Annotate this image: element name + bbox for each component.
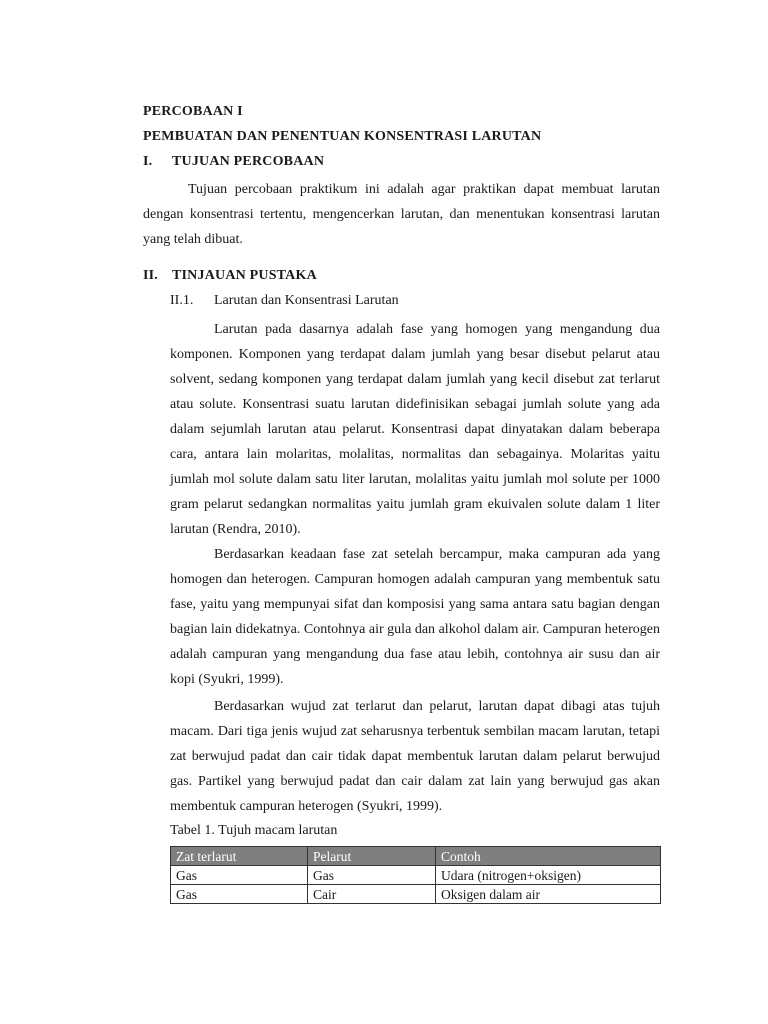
section-title: TUJUAN PERCOBAAN (172, 154, 325, 169)
section-title: TINJAUAN PUSTAKA (172, 268, 317, 283)
table-header-cell: Pelarut (308, 847, 436, 866)
section-number: II. (143, 268, 158, 283)
paragraph-campuran: Berdasarkan keadaan fase zat setelah bercampur, maka campuran ada yang homogen dan heterogen. Campuran homogen adalah campuran yang membentuk satu fase, yaitu yang mempunyai sifat dan komposisi yang sama antara satu bagian dengan bagian lain didekatnya. Contohnya air gula dan alkohol dalam air. Campuran heterogen adalah campuran yang mengandung dua fase atau lebih, contohnya air susu dan air kopi (Syukri, 1999). (170, 547, 660, 687)
paragraph-wujud: Berdasarkan wujud zat terlarut dan pelarut, larutan dapat dibagi atas tujuh macam. Dari tiga jenis wujud zat seharusnya terbentuk sembilan macam larutan, tetapi zat berwujud padat dan cair tidak dapat membentuk larutan dalam pelarut berwujud gas. Partikel yang berwujud padat dan cair dalam zat lain yang berwujud gas akan membentuk campuran heterogen (Syukri, 1999). (170, 699, 660, 814)
table-cell: Oksigen dalam air (436, 885, 661, 904)
paragraph-tujuan: Tujuan percobaan praktikum ini adalah agar praktikan dapat membuat larutan dengan konsentrasi tertentu, mengencerkan larutan, dan menentukan konsentrasi larutan yang telah dibuat. (143, 182, 660, 247)
table-row (171, 885, 661, 904)
table-header-cell: Contoh (436, 847, 661, 866)
subsection-title: Larutan dan Konsentrasi Larutan (214, 293, 399, 308)
table-caption: Tabel 1. Tujuh macam larutan (170, 823, 338, 838)
table-header-cell: Zat terlarut (171, 847, 308, 866)
table-cell: Gas (171, 866, 308, 885)
data-table (170, 846, 661, 904)
table-cell: Cair (308, 885, 436, 904)
table-cell: Gas (308, 866, 436, 885)
table-header-row (171, 847, 661, 866)
subsection-number: II.1. (170, 293, 194, 308)
table-cell: Udara (nitrogen+oksigen) (436, 866, 661, 885)
document-title-1: PERCOBAAN I (143, 104, 243, 119)
paragraph-larutan: Larutan pada dasarnya adalah fase yang homogen yang mengandung dua komponen. Komponen yang terdapat dalam jumlah yang besar disebut pelarut atau solvent, sedang komponen yang terdapat dalam jumlah yang kecil disebut zat terlarut atau solute. Konsentrasi suatu larutan didefinisikan sebagai jumlah solute yang ada dalam sejumlah larutan atau pelarut. Konsentrasi dapat dinyatakan dalam beberapa cara, antara lain molaritas, molalitas, normalitas dan sebagainya. Molaritas yaitu jumlah mol solute dalam satu liter larutan, molalitas yaitu jumlah mol solute per 1000 gram pelarut sedangkan normalitas yaitu jumlah gram ekuivalen solute dalam 1 liter larutan (Rendra, 2010). (170, 322, 660, 537)
table-row (171, 866, 661, 885)
subsection-heading (170, 293, 399, 309)
table-cell: Gas (171, 885, 308, 904)
document-title-2: PEMBUATAN DAN PENENTUAN KONSENTRASI LARUTAN (143, 129, 542, 144)
section-number: I. (143, 154, 153, 169)
section-heading-1 (143, 154, 324, 170)
section-heading-2 (143, 268, 317, 284)
